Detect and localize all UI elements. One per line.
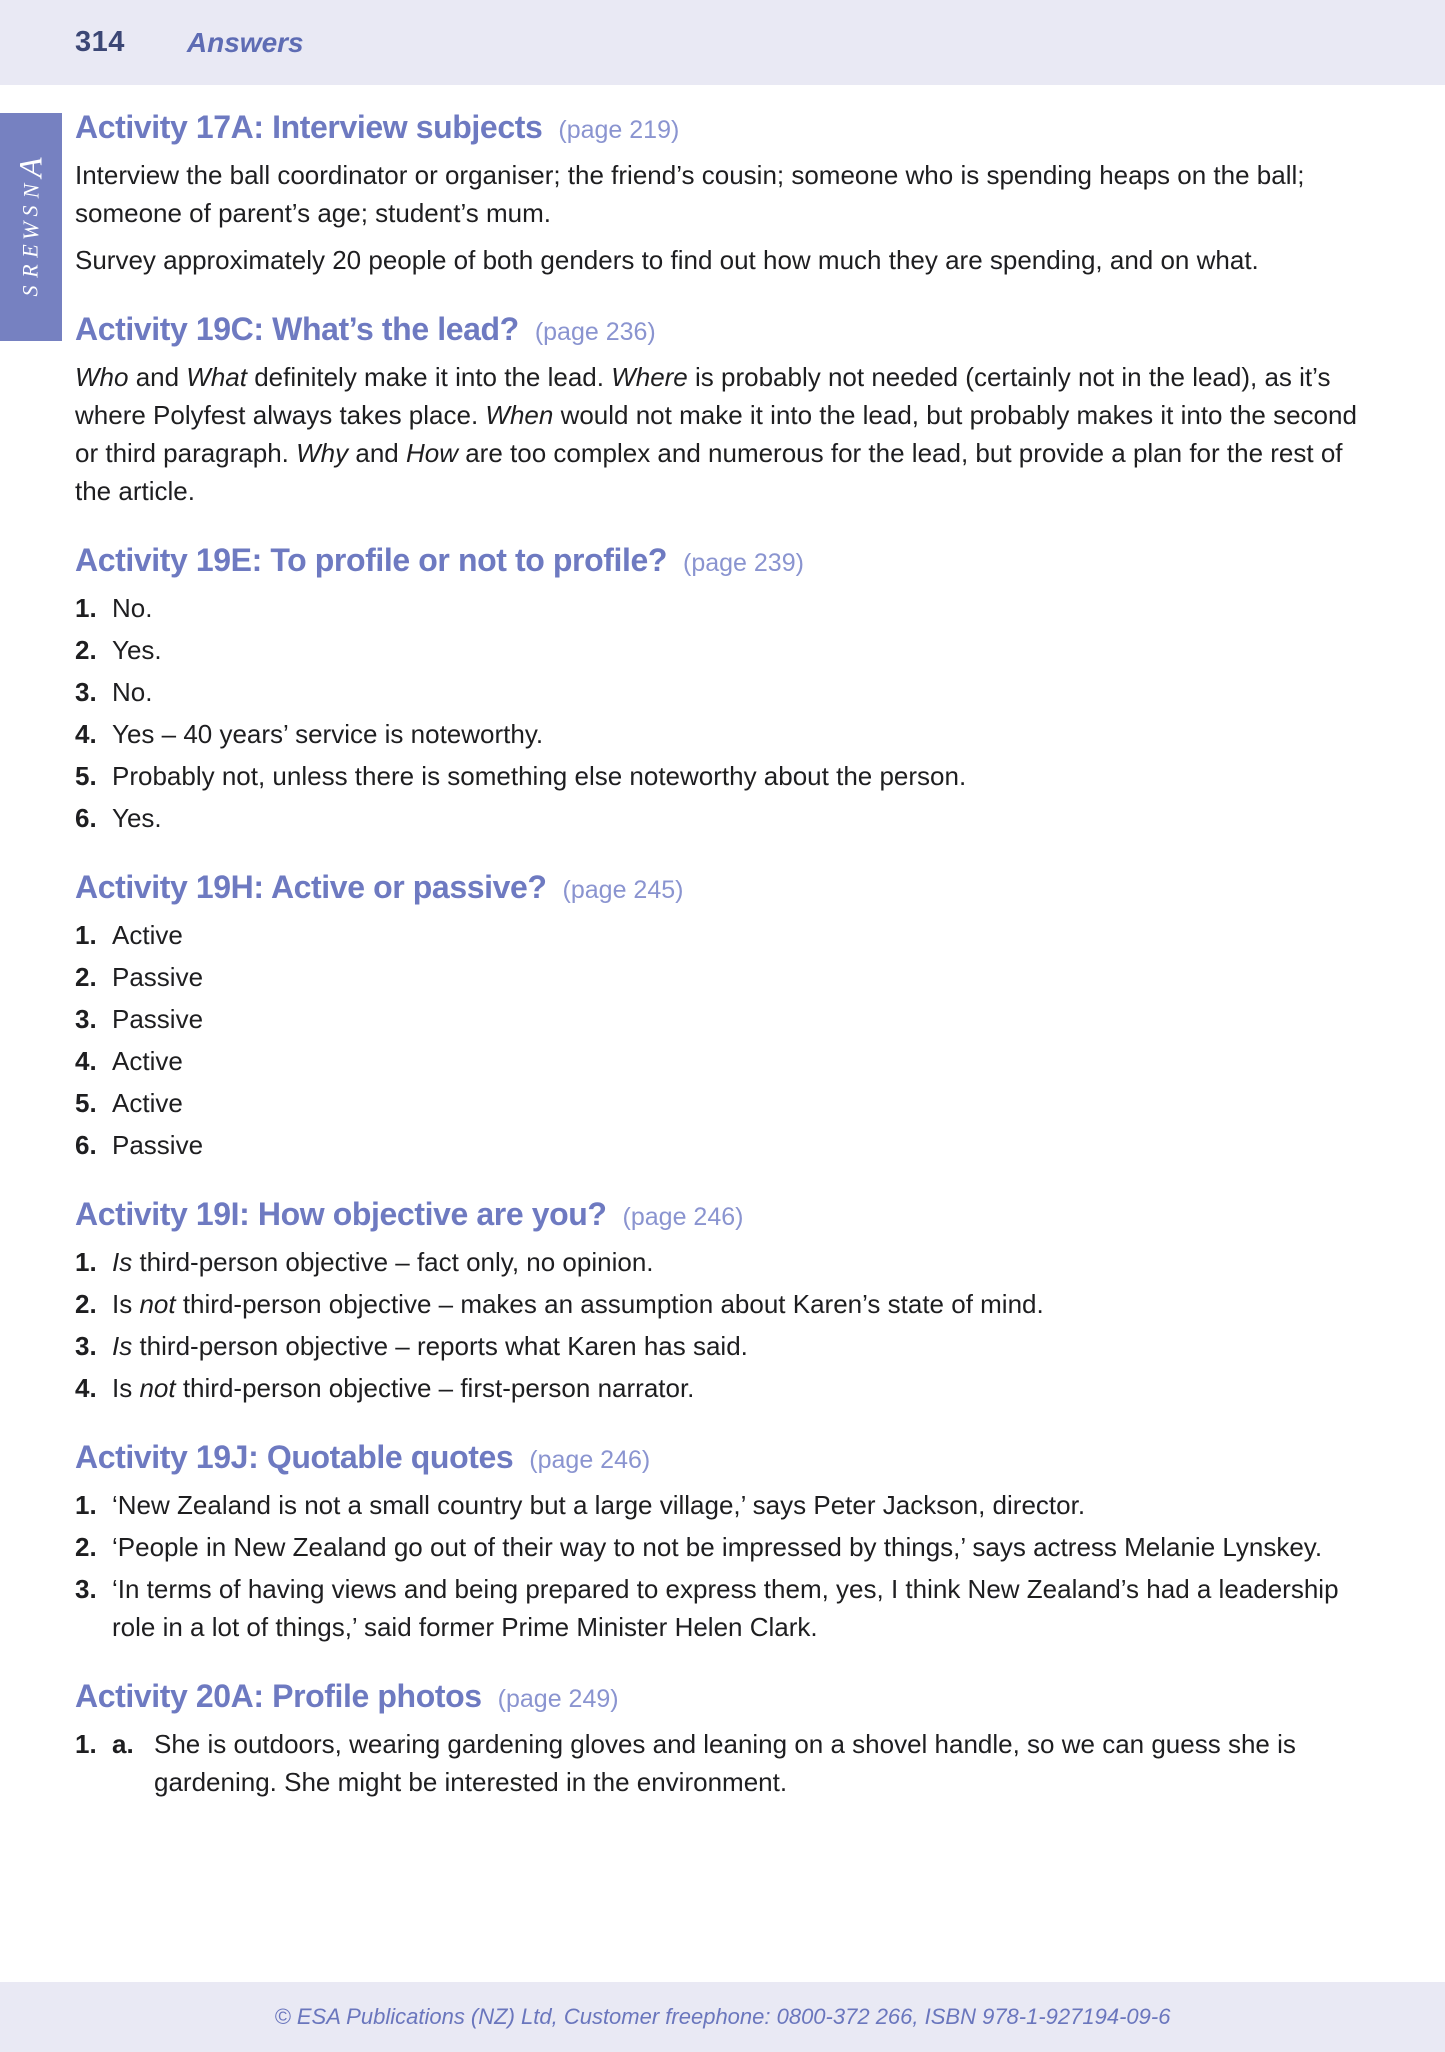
item-number: 2. [75,1289,97,1319]
item-text: ‘In terms of having views and being prepared to express them, yes, I think New Zealand’s had a leadership role in a lot of things,’ said former Prime Minister Helen Clark. [112,1574,1339,1642]
item-number: 3. [75,677,97,707]
item-text: Passive [112,962,204,992]
running-head-title: Answers [186,26,304,58]
section-heading [75,869,1373,906]
item-text: No. [112,593,153,623]
italic-run: When [485,400,554,430]
tab-letter: R [17,263,43,278]
item-text: Is not third-person objective – makes an assumption about Karen’s state of mind. [112,1289,1044,1319]
answer-list [75,916,1373,1164]
answer-item [75,1528,1373,1566]
section-title: Activity 19H: Active or passive? [75,869,547,905]
tab-initial-letter: A [13,156,50,178]
answer-section-17A [75,109,1373,279]
section-heading [75,109,1373,146]
answer-item [75,958,1373,996]
italic-run: Why [296,438,349,468]
answer-item [75,1042,1373,1080]
answer-item [75,1570,1373,1646]
item-number: 6. [75,803,97,833]
section-title: Activity 19E: To profile or not to profile? [75,542,668,578]
item-number: 5. [75,761,97,791]
item-number: 1. [75,1490,97,1520]
section-title: Activity 19C: What’s the lead? [75,311,519,347]
answers-content [75,85,1373,1805]
section-heading [75,311,1373,348]
answers-side-tab [0,113,62,341]
tab-letter: W [17,221,43,240]
item-text: No. [112,677,153,707]
answer-paragraph: Interview the ball coordinator or organiser; the friend’s cousin; someone who is spending heaps on the ball; someone of parent’s age; student’s mum. [75,160,1305,228]
item-text: Probably not, unless there is something else noteworthy about the person. [112,761,967,791]
section-heading [75,1678,1373,1715]
imprint-text: © ESA Publications (NZ) Ltd, Customer freephone: 0800-372 266, ISBN 978-1-927194-09-6 [274,2004,1171,2029]
item-text: Is third-person objective – reports what Karen has said. [112,1331,748,1361]
section-heading [75,542,1373,579]
answer-item [75,1243,1373,1281]
page-footer [0,1982,1445,2052]
answer-item [75,673,1373,711]
item-number: 1. [75,1729,97,1759]
answer-item [75,1084,1373,1122]
answer-item [75,631,1373,669]
item-number: 2. [75,1532,97,1562]
item-text: Passive [112,1004,204,1034]
item-text: She is outdoors, wearing gardening gloves and leaning on a shovel handle, so we can guess she is gardening. She might be interested in the environment. [154,1729,1296,1797]
italic-run: How [405,438,458,468]
answer-list [75,589,1373,837]
item-text: Active [112,920,183,950]
answer-item [75,916,1373,954]
section-page-ref: (page 246) [622,1203,744,1231]
answer-paragraph: Who and What definitely make it into the lead. Where is probably not needed (certainly not in the lead), as it’s where Polyfest always takes place. When would not make it into the lead, but probably makes it into the second or third paragraph. Why and How are too complex and numerous for the lead, but provide a plan for the rest of the article. [75,362,1357,506]
italic-run: Who [75,362,129,392]
answer-section-19C [75,311,1373,510]
tab-letter: S [17,285,43,296]
section-heading [75,1196,1373,1233]
answer-item [75,799,1373,837]
item-text: Active [112,1088,183,1118]
item-text: ‘New Zealand is not a small country but a large village,’ says Peter Jackson, director. [112,1490,1086,1520]
italic-run: Where [611,362,688,392]
item-number: 1. [75,593,97,623]
answer-list [75,1725,1373,1801]
item-number: 4. [75,1373,97,1403]
item-subletter: a. [112,1729,134,1759]
answer-item [75,715,1373,753]
item-number: 4. [75,719,97,749]
answer-item [75,1486,1373,1524]
answer-section-19E [75,542,1373,837]
tab-letter: E [17,243,43,258]
item-number: 3. [75,1331,97,1361]
answer-item [75,757,1373,795]
item-number: 1. [75,1247,97,1277]
answer-section-19J [75,1439,1373,1646]
section-page-ref: (page 249) [497,1685,619,1713]
section-title: Activity 19I: How objective are you? [75,1196,607,1232]
answer-paragraph: Survey approximately 20 people of both genders to find out how much they are spending, and on what. [75,245,1259,275]
page-number: 314 [75,26,125,58]
answer-item [75,1327,1373,1365]
answer-section-19I [75,1196,1373,1407]
item-text: Yes. [112,635,162,665]
item-text: Yes. [112,803,162,833]
item-text: Is third-person objective – fact only, no opinion. [112,1247,654,1277]
item-number: 2. [75,635,97,665]
item-number: 2. [75,962,97,992]
section-title: Activity 20A: Profile photos [75,1678,482,1714]
italic-run: Is [112,1247,133,1277]
italic-run: not [139,1373,176,1403]
section-page-ref: (page 239) [683,549,804,577]
answer-item [75,1369,1373,1407]
item-number: 3. [75,1574,97,1604]
item-number: 1. [75,920,97,950]
item-number: 3. [75,1004,97,1034]
answer-item [75,589,1373,627]
answer-list [75,1486,1373,1646]
answer-list [75,1243,1373,1407]
answer-item [75,1725,1373,1801]
answer-item [75,1000,1373,1038]
italic-run: Is [112,1331,133,1361]
section-page-ref: (page 245) [562,876,684,904]
section-title: Activity 17A: Interview subjects [75,109,543,145]
item-text: Active [112,1046,183,1076]
italic-run: What [186,362,247,392]
item-number: 4. [75,1046,97,1076]
tab-letter: N [17,183,43,198]
tab-letter: S [17,205,43,216]
item-text: ‘People in New Zealand go out of their way to not be impressed by things,’ says actress Melanie Lynskey. [112,1532,1323,1562]
section-page-ref: (page 236) [534,318,656,346]
answer-item [75,1126,1373,1164]
answer-section-19H [75,869,1373,1164]
section-page-ref: (page 219) [558,116,680,144]
item-number: 5. [75,1088,97,1118]
answer-section-20A [75,1678,1373,1801]
item-text: Passive [112,1130,204,1160]
item-number: 6. [75,1130,97,1160]
item-text: Yes – 40 years’ service is noteworthy. [112,719,544,749]
section-title: Activity 19J: Quotable quotes [75,1439,514,1475]
section-page-ref: (page 246) [529,1446,651,1474]
page-header [0,0,1445,85]
answer-item [75,1285,1373,1323]
item-text: Is not third-person objective – first-person narrator. [112,1373,695,1403]
italic-run: not [139,1289,176,1319]
section-heading [75,1439,1373,1476]
